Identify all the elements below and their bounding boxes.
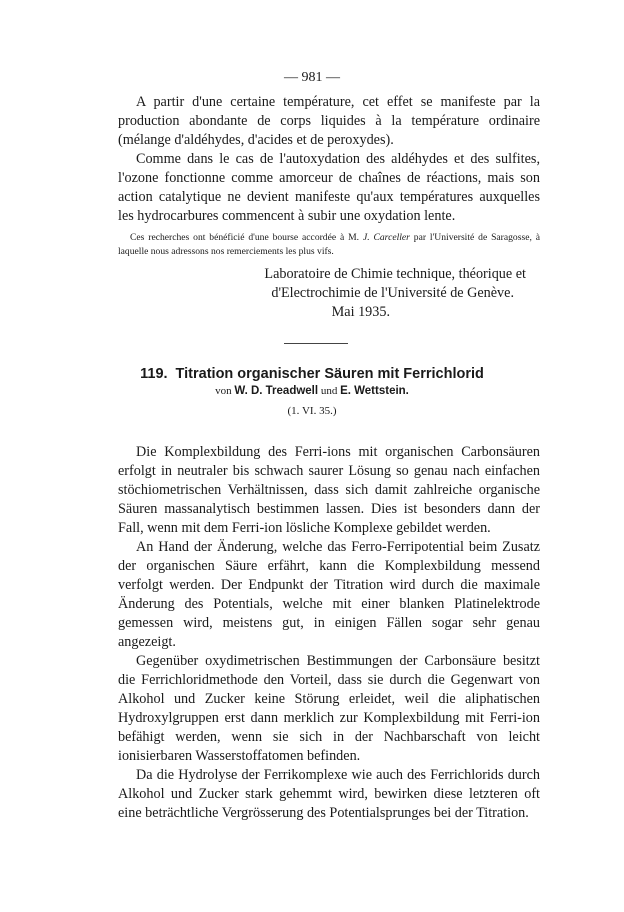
paragraph: An Hand der Änderung, welche das Ferro-Ferripotential beim Zusatz der organischen Säure erfährt, kann die Komplexbildung messend verfolgt werden. Der Endpunkt der Titration wird durch die maximale Änderung des Potentials, welche mit einer blanken Platinelektrode gemessen wird, meistens gut, in einigen Fällen sogar sehr genau angezeigt. — [118, 539, 540, 650]
signature-line: Laboratoire de Chimie technique, théorique et — [264, 266, 526, 282]
page-number: — 981 — — [284, 70, 340, 85]
french-text — [118, 93, 540, 226]
paragraph: A partir d'une certaine température, cet effet se manifeste par la production abondante de corps liquides à la température ordinaire (mélange d'aldéhydes, d'acides et de peroxydes). — [118, 94, 540, 148]
paragraph: Da die Hydrolyse der Ferrikomplexe wie auch des Ferrichlorids durch Alkohol und Zucker stark gehemmt wird, bewirken diese letzteren oft eine beträchtliche Vergrösserung des Potentialsprunges bei der Titration. — [118, 767, 540, 821]
article-number: 119. — [140, 366, 168, 382]
section-divider — [284, 343, 348, 344]
paragraph: Gegenüber oxydimetrischen Bestimmungen der Carbonsäure besitzt die Ferrichloridmethode den Vorteil, dass sie durch die Gegenwart von Alkohol und Zucker keine Störung erleidet, weil die aliphatischen Hydroxylgruppen erst dann merklich zur Komplexbildung mit Ferri-ion befähigt werden, wenn sie sich in der Nachbarschaft von leicht ionisierbaren Wasserstoffatomen befinden. — [118, 653, 540, 764]
article-authors: von W. D. Treadwell und E. Wettstein. — [215, 385, 409, 397]
article-title: 119. Titration organischer Säuren mit Ferrichlorid — [140, 366, 484, 382]
signature-line: d'Electrochimie de l'Université de Genève. — [271, 285, 514, 301]
german-text — [118, 443, 540, 823]
signature — [118, 265, 540, 322]
footnote: Ces recherches ont bénéficié d'une bourse accordée à M. J. Carceller par l'Université de Saragosse, à laquelle nous adressons nos remerciements les plus vifs. — [118, 232, 540, 257]
signature-date: Mai 1935. — [331, 304, 390, 320]
paragraph: Die Komplexbildung des Ferri-ions mit organischen Carbonsäuren erfolgt in neutraler bis schwach saurer Lösung so genau nach einfachen stöchiometrischen Verhältnissen, dass sich damit zahlreiche organische Säuren massanalytisch bestimmen lassen. Dies ist besonders dann der Fall, wenn mit dem Ferri-ion lösliche Komplexe gebildet werden. — [118, 444, 540, 536]
author: E. Wettstein. — [340, 385, 409, 397]
author: W. D. Treadwell — [234, 385, 319, 397]
footnote-name: J. Carceller — [362, 232, 410, 243]
paragraph: Comme dans le cas de l'autoxydation des aldéhydes et des sulfites, l'ozone fonctionne comme amorceur de chaînes de réactions, mais son action catalytique ne devient manifeste qu'aux températures auxquelles les hydrocarbures commencent à subir une oxydation lente. — [118, 151, 540, 224]
received-date: (1. VI. 35.) — [287, 405, 337, 417]
